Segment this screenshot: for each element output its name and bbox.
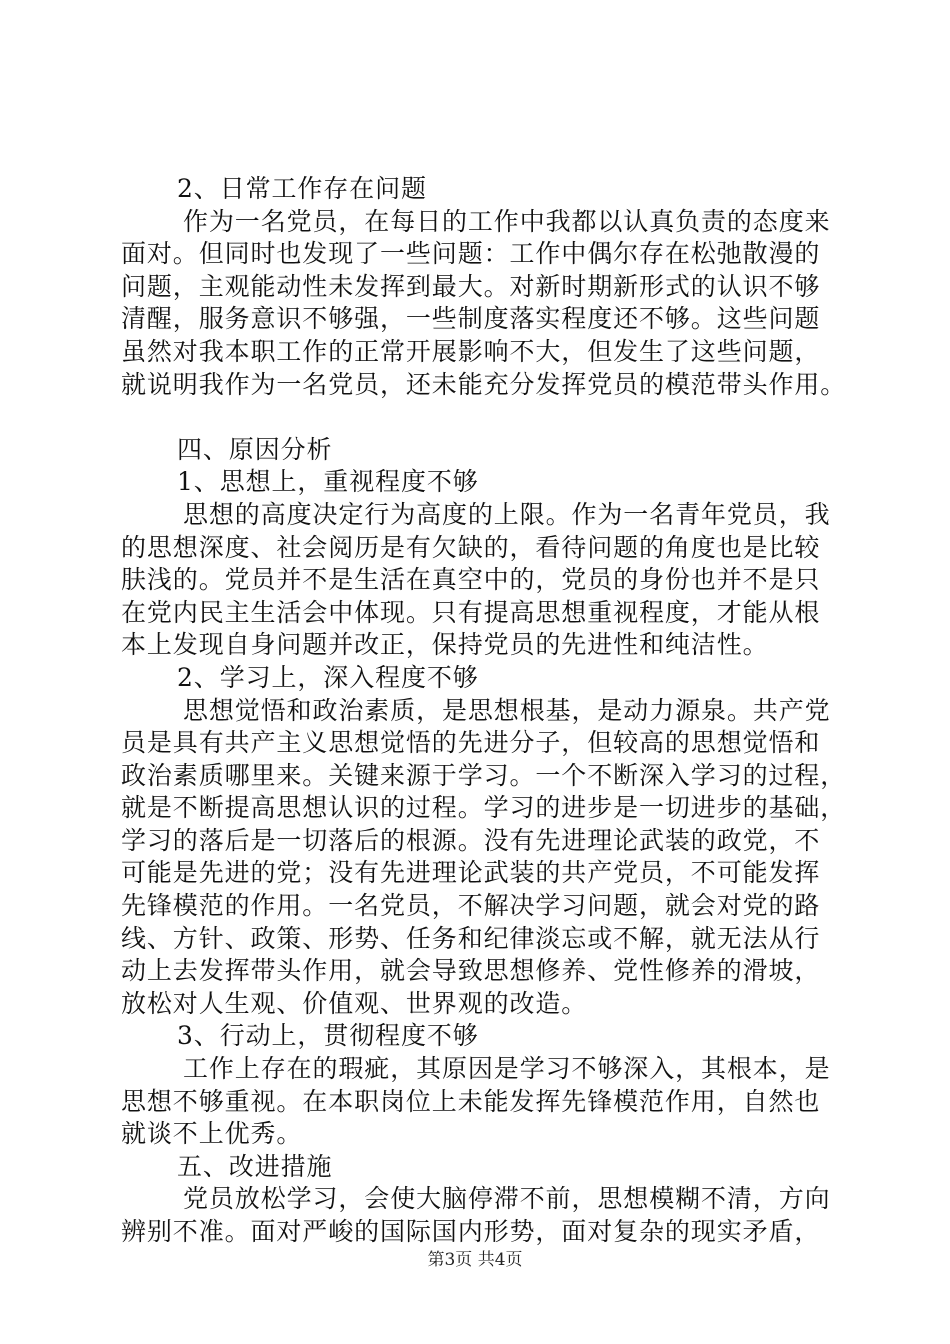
paragraph-line: 工作上存在的瑕疵，其原因是学习不够深入，其根本，是: [183, 1054, 831, 1084]
paragraph-line: 本上发现自身问题并改正，保持党员的先进性和纯洁性。: [121, 630, 769, 660]
section-heading-improvement: 五、改进措施: [177, 1151, 333, 1181]
paragraph-line: 思想觉悟和政治素质，是思想根基，是动力源泉。共产党: [183, 695, 831, 725]
paragraph-line: 面对。但同时也发现了一些问题：工作中偶尔存在松弛散漫的: [121, 239, 821, 269]
paragraph-line: 虽然对我本职工作的正常开展影响不大，但发生了这些问题，: [121, 336, 821, 366]
paragraph-line: 就说明我作为一名党员，还未能充分发挥党员的模范带头作用。: [121, 369, 847, 399]
paragraph-line: 辨别不准。面对严峻的国际国内形势，面对复杂的现实矛盾，: [121, 1217, 821, 1246]
paragraph-line: 思想不够重视。在本职岗位上未能发挥先锋模范作用，自然也: [121, 1086, 821, 1116]
subheading-study: 2、学习上，深入程度不够: [177, 662, 479, 692]
paragraph-line: 作为一名党员，在每日的工作中我都以认真负责的态度来: [183, 206, 831, 236]
paragraph-line: 问题，主观能动性未发挥到最大。对新时期新形式的认识不够: [121, 271, 821, 301]
paragraph-line: 放松对人生观、价值观、世界观的改造。: [121, 988, 588, 1018]
section-spacer: [121, 401, 841, 434]
subheading-daily-work-problems: 2、日常工作存在问题: [177, 174, 427, 203]
paragraph-line: 的思想深度、社会阅历是有欠缺的，看待问题的角度也是比较: [121, 532, 821, 562]
paragraph-line: 在党内民主生活会中体现。只有提高思想重视程度，才能从根: [121, 597, 821, 627]
paragraph-line: 党员放松学习，会使大脑停滞不前，思想模糊不清，方向: [183, 1184, 831, 1214]
subheading-action: 3、行动上，贯彻程度不够: [177, 1021, 479, 1051]
paragraph-line: 肤浅的。党员并不是生活在真空中的，党员的身份也并不是只: [121, 565, 821, 595]
paragraph-line: 员是具有共产主义思想觉悟的先进分子，但较高的思想觉悟和: [121, 728, 821, 758]
paragraph-line: 学习的落后是一切落后的根源。没有先进理论武装的政党，不: [121, 825, 821, 855]
section-heading-cause-analysis: 四、原因分析: [177, 434, 333, 464]
paragraph-line: 先锋模范的作用。一名党员，不解决学习问题，就会对党的路: [121, 891, 821, 921]
paragraph-line: 思想的高度决定行为高度的上限。作为一名青年党员，我: [183, 499, 831, 529]
paragraph-line: 线、方针、政策、形势、任务和纪律淡忘或不解，就无法从行: [121, 923, 821, 953]
paragraph-line: 动上去发挥带头作用，就会导致思想修养、党性修养的滑坡，: [121, 956, 821, 986]
document-body: [121, 173, 847, 1249]
page-footer: 第3页 共4页: [427, 1250, 523, 1270]
subheading-ideology: 1、思想上，重视程度不够: [177, 467, 479, 497]
paragraph-line: 政治素质哪里来。关键来源于学习。一个不断深入学习的过程，: [121, 760, 847, 790]
paragraph-line: 就是不断提高思想认识的过程。学习的进步是一切进步的基础，: [121, 793, 847, 823]
paragraph-line: 清醒，服务意识不够强，一些制度落实程度还不够。这些问题: [121, 304, 821, 334]
paragraph-line: 就谈不上优秀。: [121, 1119, 303, 1149]
paragraph-line: 可能是先进的党；没有先进理论武装的共产党员，不可能发挥: [121, 858, 821, 888]
